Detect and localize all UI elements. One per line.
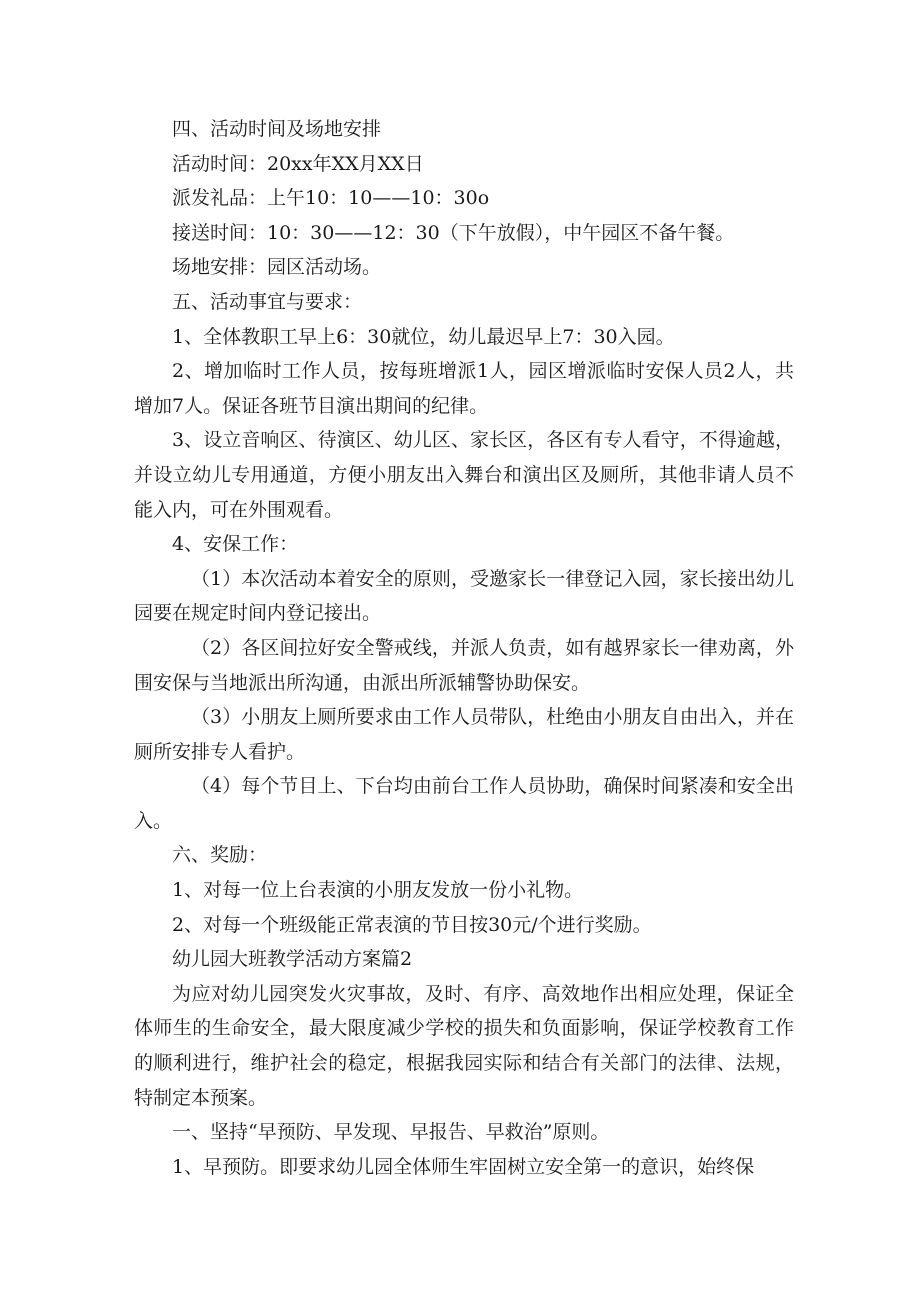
gift-distribution-time: 派发礼品：上午10：10——10：30o — [172, 187, 490, 210]
paragraph: （3）小朋友上厕所要求由工作人员带队，杜绝由小朋友自由出入，并在厕所安排专人看护。 — [134, 706, 794, 763]
section-heading-6: 六、奖励： — [172, 844, 268, 867]
section-heading-4: 四、活动时间及场地安排 — [172, 118, 382, 140]
paragraph: 1、早预防。即要求幼儿园全体师生牢固树立安全第一的意识，始终保 — [172, 1155, 755, 1178]
paragraph: 4、安保工作： — [172, 533, 299, 556]
section-heading-1: 一、坚持“早预防、早发现、早报告、早救治”原则。 — [172, 1121, 610, 1144]
paragraph: 1、对每一位上台表演的小朋友发放一份小礼物。 — [172, 879, 584, 902]
paragraph: 3、设立音响区、待演区、幼儿区、家长区，各区有专人看守，不得逾越，并设立幼儿专用通道，方便小朋友出入舞台和演出区及厕所，其他非请人员不能入内，可在外围观看。 — [134, 429, 794, 521]
document-body — [134, 112, 794, 1184]
section-heading-5: 五、活动事宜与要求： — [172, 290, 363, 313]
paragraph: 2、增加临时工作人员，按每班增派1人，园区增派临时安保人员2人，共增加7人。保证各班节目演出期间的纪律。 — [134, 360, 794, 417]
paragraph: 1、全体教职工早上6：30就位，幼儿最迟早上7：30入园。 — [172, 325, 675, 348]
paragraph: 2、对每一个班级能正常表演的节目按30元/个进行奖励。 — [172, 913, 652, 936]
venue-arrangement: 场地安排：园区活动场。 — [172, 256, 382, 279]
paragraph: （1）本次活动本着安全的原则，受邀家长一律登记入园，家长接出幼儿园要在规定时间内登记接出。 — [134, 567, 794, 625]
activity-time: 活动时间：20xx年XX月XX日 — [172, 152, 424, 175]
paragraph: （2）各区间拉好安全警戒线，并派人负责，如有越界家长一律劝离，外围安保与当地派出所沟通，由派出所派辅警协助保安。 — [134, 636, 794, 694]
paragraph: 为应对幼儿园突发火灾事故，及时、有序、高效地作出相应处理，保证全体师生的生命安全，最大限度减少学校的损失和负面影响，保证学校教育工作的顺利进行，维护社会的稳定，根据我园实际和结合有关部门的法律、法规，特制定本预案。 — [134, 982, 794, 1109]
paragraph: （4）每个节目上、下台均由前台工作人员协助，确保时间紧凑和安全出入。 — [134, 775, 794, 832]
pickup-time: 接送时间：10：30——12：30（下午放假），中午园区不备午餐。 — [172, 221, 735, 244]
article-title: 幼儿园大班教学活动方案篇2 — [172, 948, 413, 971]
